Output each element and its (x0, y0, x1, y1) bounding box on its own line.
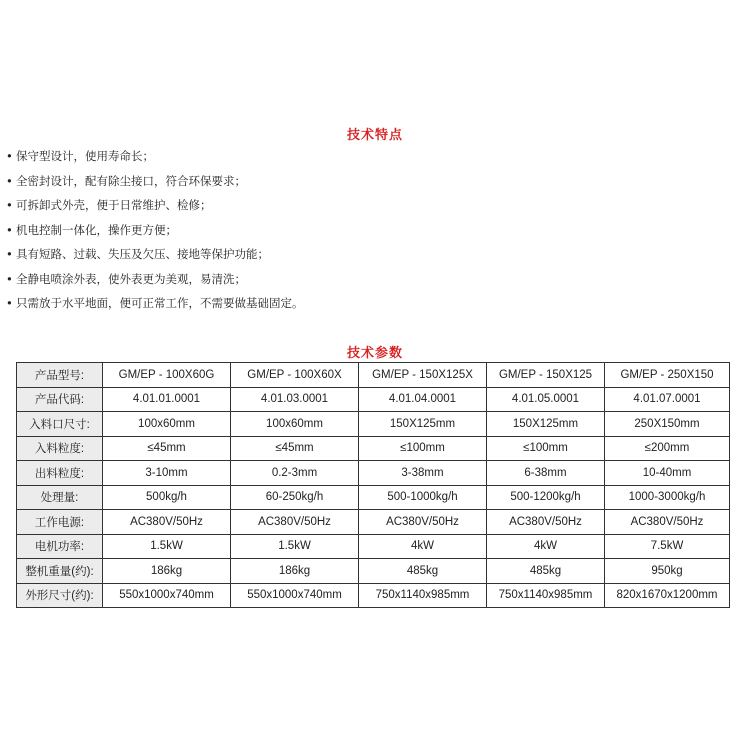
model-header-cell: GM/EP - 250X150 (605, 363, 730, 388)
feature-text: 可拆卸式外壳，便于日常维护、检修； (16, 198, 212, 212)
table-row (17, 412, 730, 437)
params-heading: 技术参数 (346, 346, 403, 361)
table-cell: 500-1200kg/h (487, 485, 605, 510)
table-cell: 0.2-3mm (231, 461, 359, 486)
feature-item (6, 222, 304, 247)
table-cell: 186kg (103, 559, 231, 584)
table-cell: 500kg/h (103, 485, 231, 510)
table-cell: 500-1000kg/h (359, 485, 487, 510)
feature-list (6, 148, 304, 320)
table-cell: 100x60mm (231, 412, 359, 437)
bullet-icon: • (6, 296, 13, 310)
table-cell: 1000-3000kg/h (605, 485, 730, 510)
table-cell: AC380V/50Hz (359, 510, 487, 535)
table-cell: 7.5kW (605, 534, 730, 559)
feature-text: 保守型设计，使用寿命长； (16, 149, 154, 163)
feature-item (6, 271, 304, 296)
table-row (17, 461, 730, 486)
table-row (17, 583, 730, 608)
feature-text: 全密封设计，配有除尘接口，符合环保要求； (16, 173, 246, 188)
header-label-cell: 产品型号: (17, 363, 103, 388)
table-cell: 4.01.03.0001 (231, 387, 359, 412)
model-header-cell: GM/EP - 150X125X (359, 363, 487, 388)
table-cell: ≤100mm (487, 436, 605, 461)
model-header-cell: GM/EP - 100X60X (231, 363, 359, 388)
feature-item (6, 173, 304, 198)
table-cell: ≤100mm (359, 436, 487, 461)
bullet-icon: • (6, 247, 13, 261)
feature-text: 具有短路、过载、失压及欠压、接地等保护功能； (16, 247, 269, 261)
table-cell: AC380V/50Hz (487, 510, 605, 535)
table-cell: 4.01.04.0001 (359, 387, 487, 412)
table-cell: ≤45mm (231, 436, 359, 461)
table-row (17, 387, 730, 412)
feature-text: 只需放于水平地面，便可正常工作，不需要做基础固定。 (16, 296, 304, 310)
row-label-cell: 外形尺寸(约): (17, 583, 103, 608)
bullet-icon: • (6, 271, 13, 286)
feature-text: 机电控制一体化，操作更方便； (16, 222, 177, 237)
row-label-cell: 处理量: (17, 485, 103, 510)
table-cell: 4.01.05.0001 (487, 387, 605, 412)
table-cell: 750x1140x985mm (487, 583, 605, 608)
table-cell: 485kg (487, 559, 605, 584)
table-cell: 250X150mm (605, 412, 730, 437)
table-cell: 550x1000x740mm (103, 583, 231, 608)
table-cell: 4kW (487, 534, 605, 559)
table-cell: 4.01.07.0001 (605, 387, 730, 412)
model-header-cell: GM/EP - 100X60G (103, 363, 231, 388)
row-label-cell: 入料粒度: (17, 436, 103, 461)
row-label-cell: 电机功率: (17, 534, 103, 559)
row-label-cell: 工作电源: (17, 510, 103, 535)
feature-item (6, 295, 304, 320)
table-cell: 150X125mm (487, 412, 605, 437)
table-cell: 4.01.01.0001 (103, 387, 231, 412)
table-cell: ≤200mm (605, 436, 730, 461)
row-label-cell: 产品代码: (17, 387, 103, 412)
table-row (17, 485, 730, 510)
table-cell: 950kg (605, 559, 730, 584)
table-cell: 3-38mm (359, 461, 487, 486)
row-label-cell: 整机重量(约): (17, 559, 103, 584)
bullet-icon: • (6, 173, 13, 188)
table-row (17, 559, 730, 584)
bullet-icon: • (6, 149, 13, 163)
feature-item (6, 246, 304, 271)
table-cell: 4kW (359, 534, 487, 559)
row-label-cell: 出料粒度: (17, 461, 103, 486)
bullet-icon: • (6, 198, 13, 212)
table-cell: 750x1140x985mm (359, 583, 487, 608)
model-header-cell: GM/EP - 150X125 (487, 363, 605, 388)
table-cell: 10-40mm (605, 461, 730, 486)
bullet-icon: • (6, 222, 13, 237)
table-cell: 6-38mm (487, 461, 605, 486)
table-row (17, 436, 730, 461)
table-row (17, 534, 730, 559)
feature-item (6, 148, 304, 173)
table-cell: AC380V/50Hz (231, 510, 359, 535)
table-cell: 186kg (231, 559, 359, 584)
table-cell: 100x60mm (103, 412, 231, 437)
spec-table (16, 362, 730, 608)
table-cell: 820x1670x1200mm (605, 583, 730, 608)
feature-text: 全静电喷涂外表，使外表更为美观，易清洗； (16, 271, 246, 286)
row-label-cell: 入料口尺寸: (17, 412, 103, 437)
feature-item (6, 197, 304, 222)
table-cell: AC380V/50Hz (605, 510, 730, 535)
table-row (17, 510, 730, 535)
table-cell: 3-10mm (103, 461, 231, 486)
table-cell: 1.5kW (231, 534, 359, 559)
table-cell: 550x1000x740mm (231, 583, 359, 608)
table-header-row (17, 363, 730, 388)
table-cell: AC380V/50Hz (103, 510, 231, 535)
table-cell: ≤45mm (103, 436, 231, 461)
table-cell: 150X125mm (359, 412, 487, 437)
features-heading: 技术特点 (346, 128, 403, 143)
table-cell: 60-250kg/h (231, 485, 359, 510)
table-cell: 485kg (359, 559, 487, 584)
table-cell: 1.5kW (103, 534, 231, 559)
